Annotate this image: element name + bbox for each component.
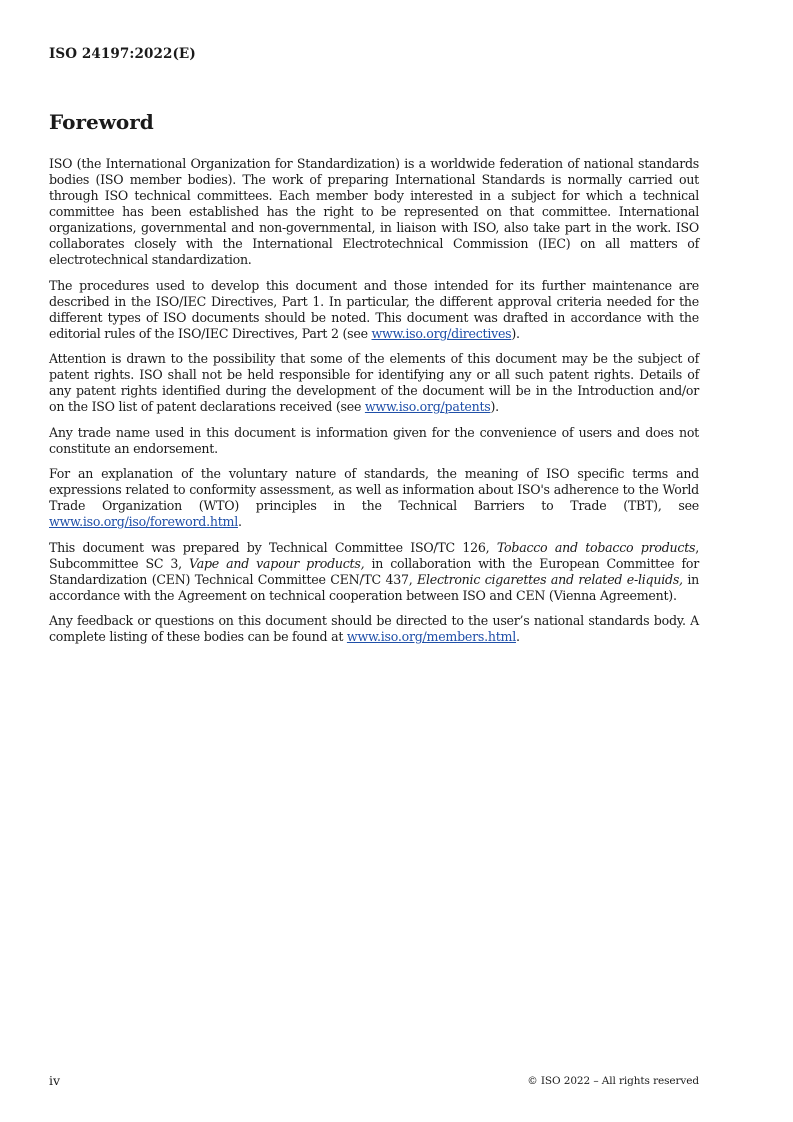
committee-text-4: in accordance with the Agreement on technical cooperation between ISO and CEN (Vienna Agreement).: [49, 571, 699, 603]
page-number: iv: [49, 1073, 61, 1088]
paragraph-feedback: [49, 613, 699, 645]
committee-text-3: in collaboration with the European Committee for Standardization (CEN) Technical Committee CEN/TC 437,: [49, 555, 699, 587]
paragraph-procedures-text: The procedures used to develop this document and those intended for its further maintenance are described in the ISO/IEC Directives, Part 1. In particular, the different approval criteria needed for the different types of ISO documents should be noted. This document was drafted in accordance with the editorial rules of the ISO/IEC Directives, Part 2 (see: [49, 277, 699, 341]
paragraph-patents-text: Attention is drawn to the possibility that some of the elements of this document may be the subject of patent rights. ISO shall not be held responsible for identifying any or all such patent rights. Details of any patent rights identified during the development of the document will be in the Introduction and/or on the ISO list of patent declarations received (see: [49, 351, 699, 414]
committee-italic-2: Vape and vapour products,: [189, 555, 365, 571]
paragraph-procedures: [49, 278, 699, 342]
committee-text-1: This document was prepared by Technical Committee ISO/TC 126,: [49, 539, 497, 555]
committee-text-2: , Subcommittee SC 3,: [49, 539, 699, 571]
page-title: Foreword: [49, 110, 154, 134]
document-id: ISO 24197:2022(E): [49, 46, 196, 62]
patents-link[interactable]: www.iso.org/patents: [364, 399, 491, 414]
paragraph-procedures-end: ).: [511, 325, 520, 341]
committee-italic-1: Tobacco and tobacco products: [496, 539, 696, 555]
directives-link[interactable]: www.iso.org/directives: [371, 325, 512, 341]
paragraph-patents: [49, 351, 699, 415]
paragraph-trade-name: Any trade name used in this document is information given for the convenience of users and does not constitute an endorsement.: [49, 424, 699, 456]
members-link[interactable]: www.iso.org/members.html: [346, 629, 517, 644]
foreword-body: [49, 156, 699, 655]
paragraph-voluntary-text: For an explanation of the voluntary nature of standards, the meaning of ISO specific terms and expressions related to conformity assessment, as well as information about ISO's adherence to the World Trade Organization (WTO) principles in the Technical Barriers to Trade (TBT), see: [49, 466, 699, 513]
foreword-link[interactable]: www.iso.org/iso/foreword.html: [49, 514, 238, 529]
committee-italic-3: Electronic cigarettes and related e-liquids,: [417, 571, 683, 587]
paragraph-feedback-text: Any feedback or questions on this document should be directed to the user’s national standards body. A complete listing of these bodies can be found at: [49, 613, 699, 644]
paragraph-committee: [49, 540, 699, 604]
paragraph-iso-intro: ISO (the International Organization for Standardization) is a worldwide federation of national standards bodies (ISO member bodies). The work of preparing International Standards is normally carried out through ISO technical committees. Each member body interested in a subject for which a technical committee has been established has the right to be represented on that committee. International organizations, governmental and non-governmental, in liaison with ISO, also take part in the work. ISO collaborates closely with the International Electrotechnical Commission (IEC) on all matters of electrotechnical standardization.: [49, 156, 699, 267]
copyright-notice: © ISO 2022 – All rights reserved: [527, 1075, 699, 1087]
paragraph-patents-end: ).: [490, 399, 499, 414]
paragraph-voluntary-nature: [49, 466, 699, 530]
paragraph-voluntary-end: .: [237, 514, 242, 529]
paragraph-feedback-end: .: [516, 629, 520, 644]
